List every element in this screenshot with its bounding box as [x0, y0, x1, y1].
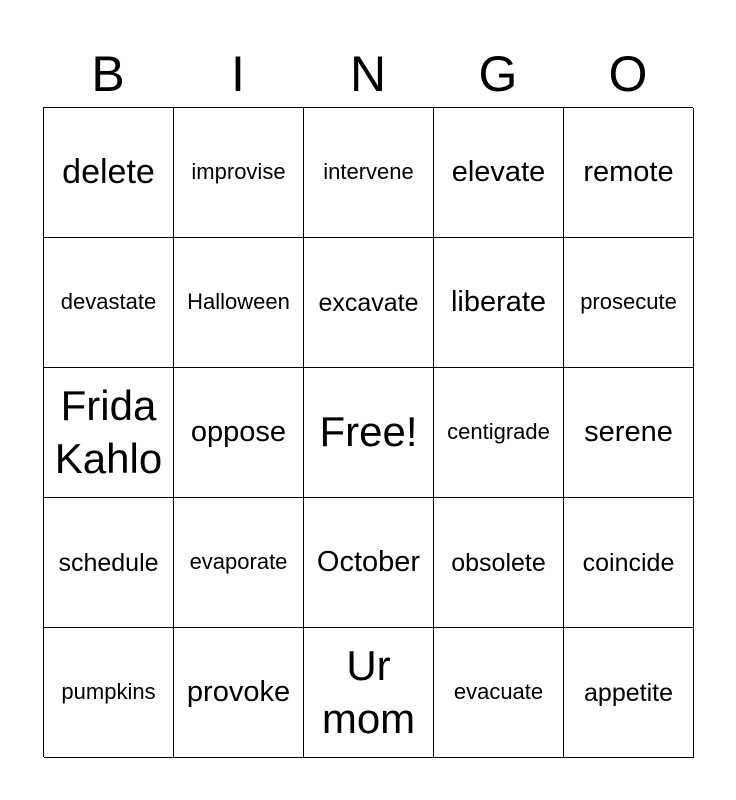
cell-label: prosecute: [580, 289, 677, 315]
bingo-cell-r4-c3[interactable]: [304, 498, 434, 628]
cell-label: serene: [584, 416, 673, 449]
cell-label: devastate: [60, 289, 157, 315]
bingo-cell-r5-c3[interactable]: [304, 628, 434, 758]
bingo-cell-r5-c5[interactable]: [564, 628, 694, 758]
bingo-cell-r2-c5[interactable]: [564, 238, 694, 368]
bingo-cell-r2-c4[interactable]: [434, 238, 564, 368]
cell-label: Frida Kahlo: [54, 382, 163, 482]
cell-label: obsolete: [451, 548, 546, 577]
bingo-cell-r4-c5[interactable]: [564, 498, 694, 628]
cell-label: provoke: [186, 676, 291, 709]
bingo-cell-r4-c2[interactable]: [174, 498, 304, 628]
bingo-cell-r5-c4[interactable]: [434, 628, 564, 758]
bingo-cell-r4-c1[interactable]: [44, 498, 174, 628]
bingo-cell-r3-c5[interactable]: [564, 368, 694, 498]
bingo-header: [43, 42, 693, 106]
header-letter-i: I: [231, 46, 245, 102]
cell-label: evacuate: [453, 679, 544, 705]
bingo-cell-r1-c5[interactable]: [564, 108, 694, 238]
bingo-cell-r5-c2[interactable]: [174, 628, 304, 758]
bingo-cell-r3-c2[interactable]: [174, 368, 304, 498]
cell-label: schedule: [58, 548, 159, 577]
bingo-cell-r1-c1[interactable]: [44, 108, 174, 238]
cell-label: elevate: [451, 156, 546, 189]
cell-label: pumpkins: [61, 679, 156, 705]
bingo-cell-r1-c4[interactable]: [434, 108, 564, 238]
bingo-cell-r3-c4[interactable]: [434, 368, 564, 498]
cell-label: coincide: [582, 548, 675, 577]
cell-label: oppose: [190, 416, 287, 449]
bingo-cell-r2-c2[interactable]: [174, 238, 304, 368]
free-space-label: Free!: [319, 408, 418, 456]
bingo-cell-r5-c1[interactable]: [44, 628, 174, 758]
cell-label: excavate: [318, 288, 419, 317]
cell-label: remote: [583, 156, 674, 189]
header-letter-o: O: [608, 46, 648, 102]
cell-label: appetite: [584, 678, 673, 707]
bingo-cell-r4-c4[interactable]: [434, 498, 564, 628]
header-letter-n: N: [349, 46, 387, 102]
bingo-board: [43, 107, 693, 757]
cell-label: Halloween: [187, 289, 290, 315]
bingo-cell-r3-c1[interactable]: [44, 368, 174, 498]
cell-label: centigrade: [447, 419, 550, 445]
cell-label: delete: [62, 153, 155, 192]
bingo-cell-r3-c3-free[interactable]: [304, 368, 434, 498]
bingo-cell-r1-c3[interactable]: [304, 108, 434, 238]
cell-label: October: [316, 546, 421, 579]
cell-label: intervene: [323, 159, 414, 185]
bingo-cell-r1-c2[interactable]: [174, 108, 304, 238]
cell-label: evaporate: [189, 549, 288, 575]
cell-label: liberate: [450, 286, 547, 319]
bingo-cell-r2-c1[interactable]: [44, 238, 174, 368]
header-letter-b: B: [91, 46, 125, 102]
cell-label: Ur mom: [321, 642, 416, 742]
cell-label: improvise: [191, 159, 286, 185]
bingo-cell-r2-c3[interactable]: [304, 238, 434, 368]
header-letter-g: G: [478, 46, 518, 102]
